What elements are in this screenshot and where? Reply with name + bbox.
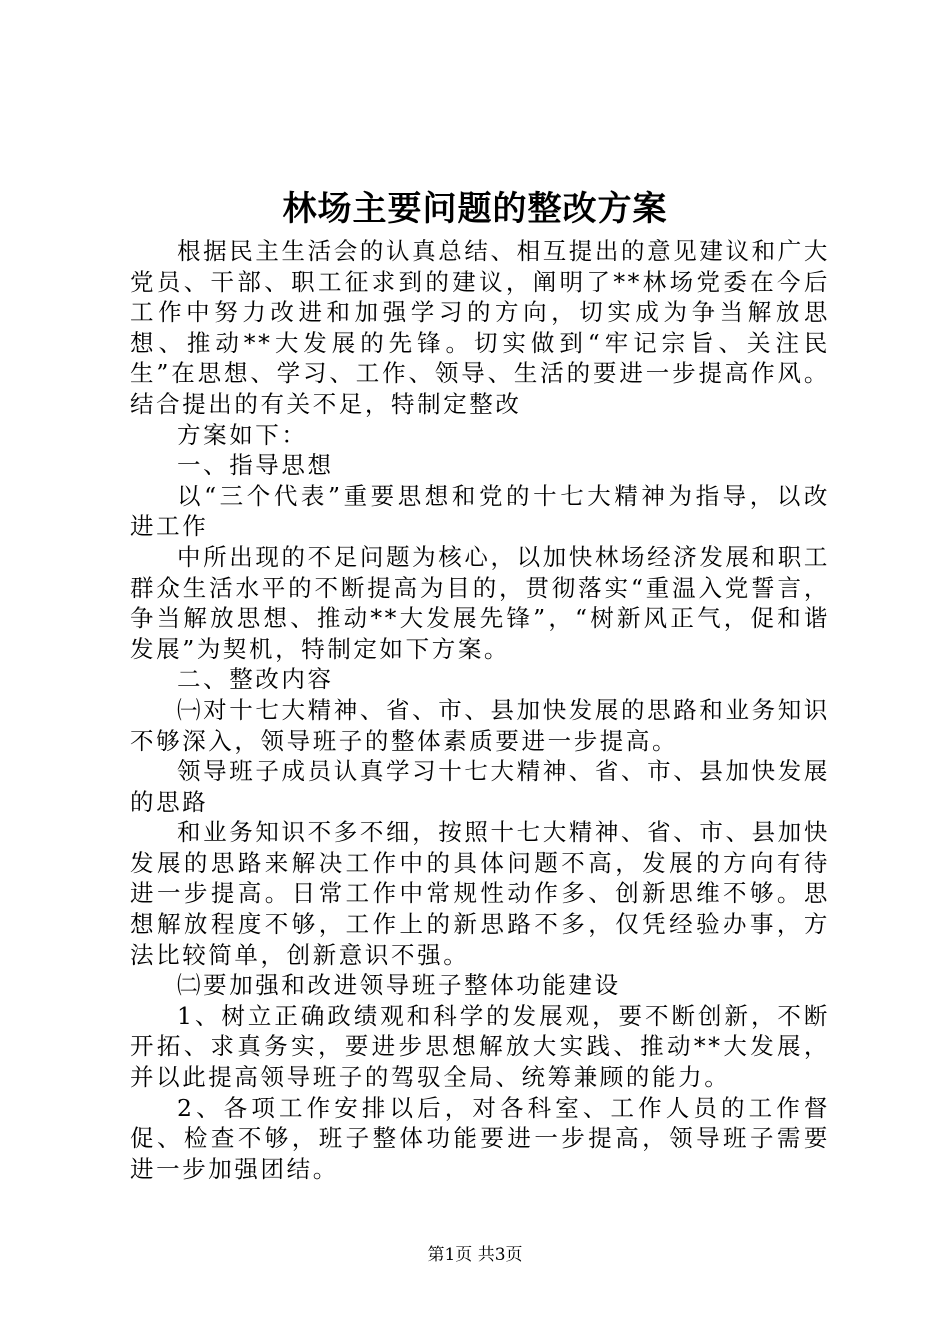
list-item-1: 1、树立正确政绩观和科学的发展观，要不断创新，不断开拓、求真务实，要进步思想解放大实践、推动**大发展，并以此提高领导班子的驾驭全局、统筹兼顾的能力。 xyxy=(130,1001,830,1092)
paragraph-plan-lead: 方案如下： xyxy=(177,420,308,449)
section-heading-rectification-content: 二、整改内容 xyxy=(177,665,334,694)
list-item-2: 2、各项工作安排以后，对各科室、工作人员的工作督促、检查不够，班子整体功能要进一步提高，领导班子需要进一步加强团结。 xyxy=(130,1093,830,1183)
paragraph-intro: 根据民主生活会的认真总结、相互提出的意见建议和广大党员、干部、职工征求到的建议，阐明了**林场党委在今后工作中努力改进和加强学习的方向，切实成为争当解放思想、推动**大发展的先锋。切实做到“牢记宗旨、关注民生”在思想、学习、工作、领导、生活的要进一步提高作风。结合提出的有关不足，特制定整改 xyxy=(130,237,830,418)
paragraph-guiding-2: 中所出现的不足问题为核心，以加快林场经济发展和职工群众生活水平的不断提高为目的，贯彻落实“重温入党誓言，争当解放思想、推动**大发展先锋”，“树新风正气，促和谐发展”为契机，特制定如下方案。 xyxy=(130,542,830,663)
subsection-heading-1: ㈠对十七大精神、省、市、县加快发展的思路和业务知识不够深入，领导班子的整体素质要进一步提高。 xyxy=(130,695,830,755)
subsection-heading-2: ㈡要加强和改进领导班子整体功能建设 xyxy=(177,971,621,1000)
document-title: 林场主要问题的整改方案 xyxy=(282,189,668,229)
paragraph-study-2: 和业务知识不多不细，按照十七大精神、省、市、县加快发展的思路来解决工作中的具体问题不高，发展的方向有待进一步提高。日常工作中常规性动作多、创新思维不够。思想解放程度不够，工作上的新思路不多，仅凭经验办事，方法比较简单，创新意识不强。 xyxy=(130,818,830,969)
paragraph-study-1: 领导班子成员认真学习十七大精神、省、市、县加快发展的思路 xyxy=(130,757,830,816)
page-number-footer: 第1页 共3页 xyxy=(427,1245,523,1265)
paragraph-guiding-1: 以“三个代表”重要思想和党的十七大精神为指导，以改进工作 xyxy=(130,481,830,541)
section-heading-guiding-ideology: 一、指导思想 xyxy=(177,451,334,480)
document-body xyxy=(130,236,830,1184)
